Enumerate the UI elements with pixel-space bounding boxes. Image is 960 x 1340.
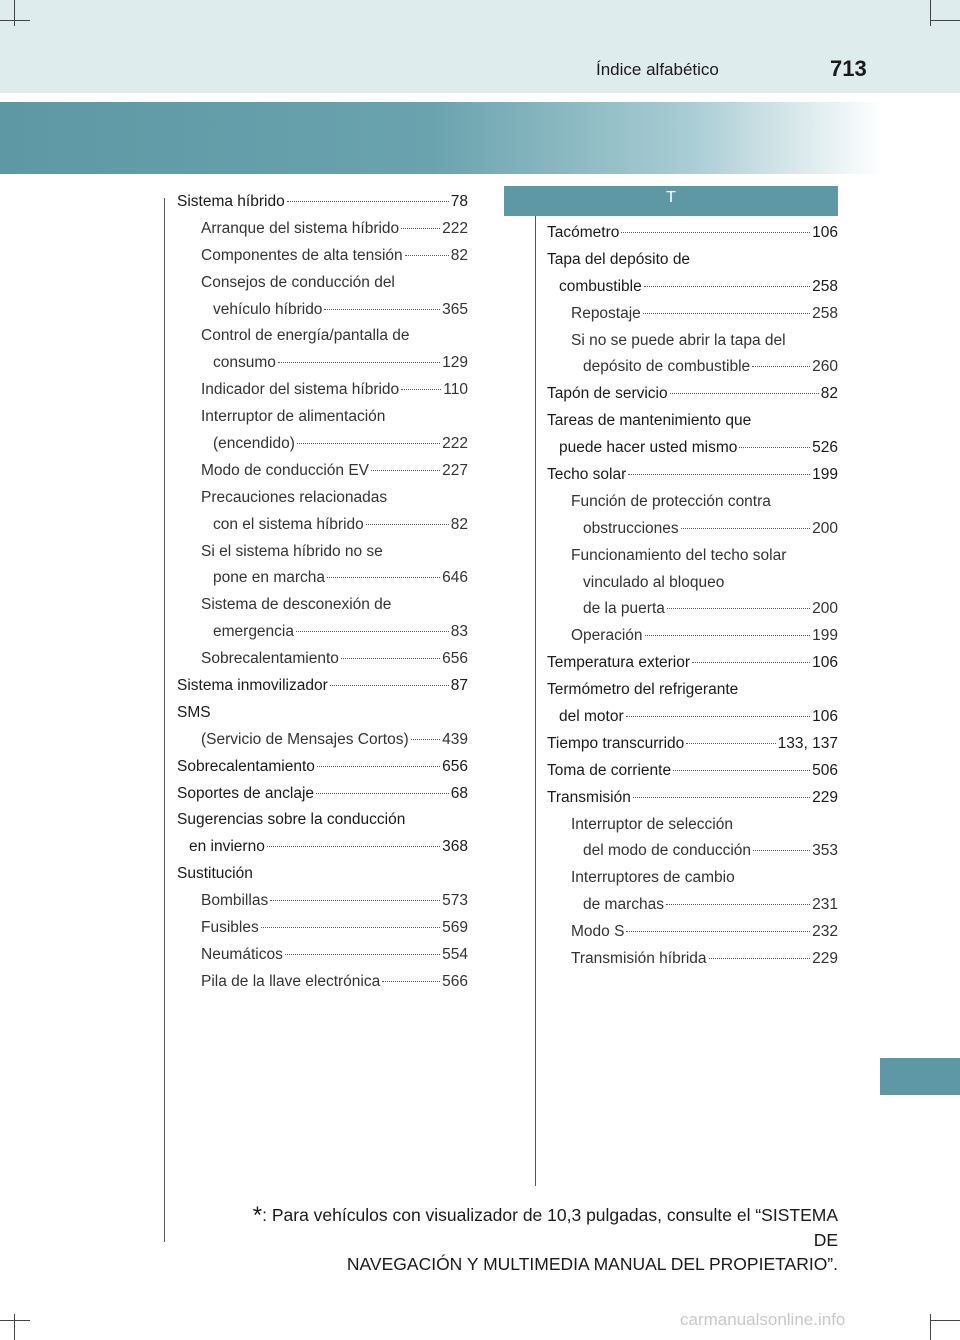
chapter-tab[interactable] [880, 1058, 960, 1095]
entry-page-number[interactable]: 222 [442, 435, 468, 453]
letter-header-T: T [504, 186, 838, 216]
entry-text: puede hacer usted mismo [559, 439, 738, 457]
index-entry[interactable] [547, 354, 838, 381]
dot-leader [626, 715, 811, 717]
entry-page-number[interactable]: 353 [812, 842, 838, 860]
index-entry[interactable] [547, 623, 838, 650]
dot-leader [633, 796, 810, 798]
dot-leader [673, 769, 810, 771]
index-entry[interactable] [177, 888, 468, 915]
entry-page-number[interactable]: 110 [443, 381, 468, 399]
entry-text: Control de energía/pantalla de [201, 327, 410, 345]
dot-leader [753, 849, 810, 851]
index-entry[interactable] [177, 619, 468, 646]
entry-text: del modo de conducción [583, 842, 752, 860]
entry-text: emergencia [213, 623, 294, 641]
index-entry [547, 408, 838, 435]
entry-text: Funcionamiento del techo solar [571, 546, 787, 564]
entry-text: Temperatura exterior [547, 654, 691, 672]
dot-leader [626, 930, 810, 932]
dot-leader [278, 361, 440, 363]
index-entry[interactable] [547, 758, 838, 785]
index-entry[interactable] [177, 673, 468, 700]
dot-leader [752, 365, 810, 367]
index-entry[interactable] [547, 274, 838, 301]
crop-mark [930, 1314, 931, 1340]
entry-text: Indicador del sistema híbrido [201, 381, 400, 399]
index-entry[interactable] [177, 754, 468, 781]
entry-text: Sistema de desconexión de [201, 596, 392, 614]
entry-text: Techo solar [547, 466, 627, 484]
index-entry[interactable] [177, 565, 468, 592]
entry-text: consumo [213, 354, 276, 372]
index-entry[interactable] [547, 650, 838, 677]
entry-text: Transmisión híbrida [571, 950, 707, 968]
dot-leader [709, 957, 811, 959]
dot-leader [366, 523, 449, 525]
asterisk: * [252, 1202, 263, 1229]
entry-page-number[interactable]: 199 [812, 466, 838, 484]
index-entry[interactable] [547, 704, 838, 731]
entry-text: Consejos de conducción del [201, 273, 395, 291]
entry-text: Termómetro del refrigerante [547, 681, 739, 699]
entry-text: vinculado al bloqueo [583, 573, 725, 591]
entry-text: Tapón de servicio [547, 385, 668, 403]
entry-text: Sistema inmovilizador [177, 677, 328, 695]
entry-page-number[interactable]: 106 [812, 224, 838, 241]
index-left-column [177, 189, 468, 996]
index-entry [547, 865, 838, 892]
crop-mark [930, 20, 960, 21]
dot-leader [739, 446, 810, 448]
index-entry [177, 485, 468, 512]
entry-page-number[interactable]: 87 [450, 677, 468, 695]
crop-mark [0, 20, 30, 21]
entry-text: Componentes de alta tensión [201, 246, 403, 264]
entry-text: Pila de la llave electrónica [201, 972, 381, 990]
index-entry[interactable] [547, 919, 838, 946]
index-entry [547, 677, 838, 704]
entry-page-number[interactable]: 232 [812, 923, 838, 941]
index-entry [177, 404, 468, 431]
entry-text: en invierno [189, 838, 265, 856]
entry-text: Interruptor de alimentación [201, 408, 386, 426]
dot-leader [643, 312, 810, 314]
entry-page-number[interactable]: 83 [450, 623, 468, 641]
entry-page-number[interactable]: 78 [450, 193, 468, 210]
entry-text: Tiempo transcurrido [547, 734, 685, 752]
dot-leader [287, 200, 449, 202]
index-entry [177, 270, 468, 297]
entry-page-number[interactable]: 573 [442, 892, 468, 910]
entry-text: Sistema híbrido [177, 193, 285, 210]
entry-text: Operación [571, 627, 643, 645]
entry-text: Si el sistema híbrido no se [201, 542, 383, 560]
dot-leader [686, 742, 775, 744]
index-entry [177, 323, 468, 350]
dot-leader [316, 792, 449, 794]
entry-page-number[interactable]: 656 [442, 757, 468, 775]
dot-leader [401, 388, 441, 390]
center-column-rule [535, 216, 536, 1186]
entry-text: (Servicio de Mensajes Cortos) [201, 730, 409, 748]
dot-leader [401, 227, 440, 229]
entry-text: Sugerencias sobre la conducción [177, 811, 406, 829]
index-entry [177, 807, 468, 834]
entry-page-number[interactable]: 646 [442, 569, 468, 587]
index-entry[interactable] [547, 381, 838, 408]
entry-page-number[interactable]: 229 [812, 950, 838, 968]
entry-text: de marchas [583, 896, 664, 914]
dot-leader [341, 657, 440, 659]
index-entry[interactable] [177, 942, 468, 969]
entry-page-number[interactable]: 260 [812, 358, 838, 376]
index-entry[interactable] [177, 297, 468, 324]
crop-mark [0, 1320, 30, 1321]
dot-leader [285, 953, 440, 955]
entry-page-number[interactable]: 82 [450, 515, 468, 533]
entry-text: Función de protección contra [571, 492, 771, 510]
index-entry[interactable] [177, 646, 468, 673]
entry-page-number[interactable]: 200 [812, 600, 838, 618]
index-entry[interactable] [177, 915, 468, 942]
footnote-text-1: : Para vehículos con visualizador de 10,3 pulgadas, consulte el “SISTEMA DE [262, 1205, 838, 1250]
entry-page-number[interactable]: 506 [812, 761, 838, 779]
footnote [250, 1203, 838, 1276]
entry-page-number[interactable]: 129 [442, 354, 468, 372]
dot-leader [628, 473, 810, 475]
index-entry[interactable] [547, 462, 838, 489]
dot-leader [330, 684, 449, 686]
dot-leader [667, 607, 810, 609]
index-entry [547, 489, 838, 516]
crop-mark [14, 0, 15, 26]
entry-text: Precauciones relacionadas [201, 488, 388, 506]
dot-leader [296, 630, 449, 632]
dot-leader [621, 231, 810, 233]
index-entry [547, 570, 838, 597]
entry-page-number[interactable]: 106 [812, 708, 838, 726]
entry-text: SMS [177, 703, 211, 721]
index-entry[interactable] [547, 731, 838, 758]
dot-leader [645, 634, 811, 636]
entry-text: con el sistema híbrido [213, 515, 364, 533]
index-entry[interactable] [177, 834, 468, 861]
dot-leader [267, 845, 440, 847]
entry-text: Bombillas [201, 892, 269, 910]
index-entry[interactable] [547, 301, 838, 328]
index-entry[interactable] [547, 785, 838, 812]
entry-page-number[interactable]: 82 [450, 246, 468, 264]
index-entry[interactable] [547, 946, 838, 973]
entry-text: Repostaje [571, 304, 641, 322]
index-entry [177, 539, 468, 566]
entry-page-number[interactable]: 656 [442, 650, 468, 668]
index-entry [547, 328, 838, 355]
left-column-rule [164, 198, 165, 1242]
entry-page-number[interactable]: 554 [442, 945, 468, 963]
entry-text: Soportes de anclaje [177, 784, 315, 802]
entry-text: de la puerta [583, 600, 665, 618]
entry-page-number[interactable]: 227 [442, 461, 468, 479]
entry-text: Sobrecalentamiento [201, 650, 339, 668]
entry-text: pone en marcha [213, 569, 326, 587]
dot-leader [317, 765, 440, 767]
entry-page-number[interactable]: 133, 137 [777, 734, 838, 752]
dot-leader [324, 308, 440, 310]
index-entry[interactable] [177, 350, 468, 377]
entry-page-number[interactable]: 231 [812, 896, 838, 914]
entry-text: Tapa del depósito de [547, 250, 691, 268]
index-entry[interactable] [177, 458, 468, 485]
entry-page-number[interactable]: 439 [442, 730, 468, 748]
index-entry[interactable] [177, 727, 468, 754]
index-entry[interactable] [547, 516, 838, 543]
crop-mark [930, 0, 931, 26]
index-entry [547, 812, 838, 839]
entry-text: vehículo híbrido [213, 300, 323, 318]
index-entry[interactable] [177, 969, 468, 996]
entry-page-number[interactable]: 82 [820, 385, 838, 403]
dot-leader [371, 469, 440, 471]
index-entry[interactable] [177, 216, 468, 243]
index-entry[interactable] [547, 892, 838, 919]
entry-page-number[interactable]: 199 [812, 627, 838, 645]
footnote-line-2: NAVEGACIÓN Y MULTIMEDIA MANUAL DEL PROPIETARIO”. [346, 1254, 838, 1274]
index-entry[interactable] [547, 435, 838, 462]
entry-page-number[interactable]: 526 [812, 439, 838, 457]
entry-page-number[interactable]: 222 [442, 219, 468, 237]
index-entry[interactable] [547, 220, 838, 247]
dot-leader [411, 738, 441, 740]
entry-page-number[interactable]: 258 [812, 304, 838, 322]
entry-text: Neumáticos [201, 945, 283, 963]
index-entry[interactable] [177, 189, 468, 216]
footnote-line-1 [250, 1203, 838, 1252]
decorative-band [0, 102, 960, 174]
dot-leader [405, 254, 449, 256]
entry-page-number[interactable]: 569 [442, 919, 468, 937]
entry-text: Toma de corriente [547, 761, 672, 779]
dot-leader [382, 980, 440, 982]
watermark: carmanualsonline.info [680, 1310, 846, 1329]
index-entry[interactable] [547, 838, 838, 865]
index-entry[interactable] [177, 781, 468, 808]
entry-text: Interruptor de selección [571, 815, 733, 833]
entry-text: Fusibles [201, 919, 259, 937]
entry-page-number[interactable]: 365 [442, 300, 468, 318]
entry-page-number[interactable]: 368 [442, 838, 468, 856]
dot-leader [681, 527, 810, 529]
index-entry[interactable] [177, 243, 468, 270]
dot-leader [261, 926, 440, 928]
entry-text: Tacómetro [547, 224, 620, 241]
entry-text: combustible [559, 277, 642, 295]
index-entry [177, 700, 468, 727]
entry-text: (encendido) [213, 435, 295, 453]
entry-page-number[interactable]: 106 [812, 654, 838, 672]
index-entry [177, 861, 468, 888]
dot-leader [666, 903, 810, 905]
dot-leader [270, 899, 440, 901]
entry-page-number[interactable]: 258 [812, 277, 838, 295]
entry-text: Sobrecalentamiento [177, 757, 315, 775]
dot-leader [670, 392, 819, 394]
entry-text: obstrucciones [583, 519, 679, 537]
index-entry[interactable] [177, 377, 468, 404]
index-entry[interactable] [177, 512, 468, 539]
entry-text: Arranque del sistema híbrido [201, 219, 400, 237]
index-right-column [547, 220, 838, 973]
index-entry[interactable] [177, 431, 468, 458]
index-entry[interactable] [547, 596, 838, 623]
index-entry [547, 247, 838, 274]
entry-text: Modo S [571, 923, 625, 941]
entry-page-number[interactable]: 68 [450, 784, 468, 802]
crop-mark [14, 1314, 15, 1340]
dot-leader [327, 576, 440, 578]
entry-text: del motor [559, 708, 624, 726]
dot-leader [692, 661, 810, 663]
entry-text: Transmisión [547, 788, 631, 806]
index-entry [177, 592, 468, 619]
dot-leader [297, 442, 440, 444]
entry-text: Interruptores de cambio [571, 869, 735, 887]
entry-page-number[interactable]: 200 [812, 519, 838, 537]
entry-page-number[interactable]: 229 [812, 788, 838, 806]
entry-text: Sustitución [177, 865, 253, 883]
entry-text: Si no se puede abrir la tapa del [571, 331, 786, 349]
section-title: Índice alfabético [596, 60, 719, 79]
index-entry [547, 543, 838, 570]
page-number: 713 [830, 56, 867, 81]
header-band [0, 0, 960, 93]
entry-text: Modo de conducción EV [201, 461, 370, 479]
dot-leader [644, 285, 810, 287]
crop-mark [930, 1320, 960, 1321]
entry-text: Tareas de mantenimiento que [547, 412, 752, 430]
entry-page-number[interactable]: 566 [442, 972, 468, 990]
entry-text: depósito de combustible [583, 358, 751, 376]
